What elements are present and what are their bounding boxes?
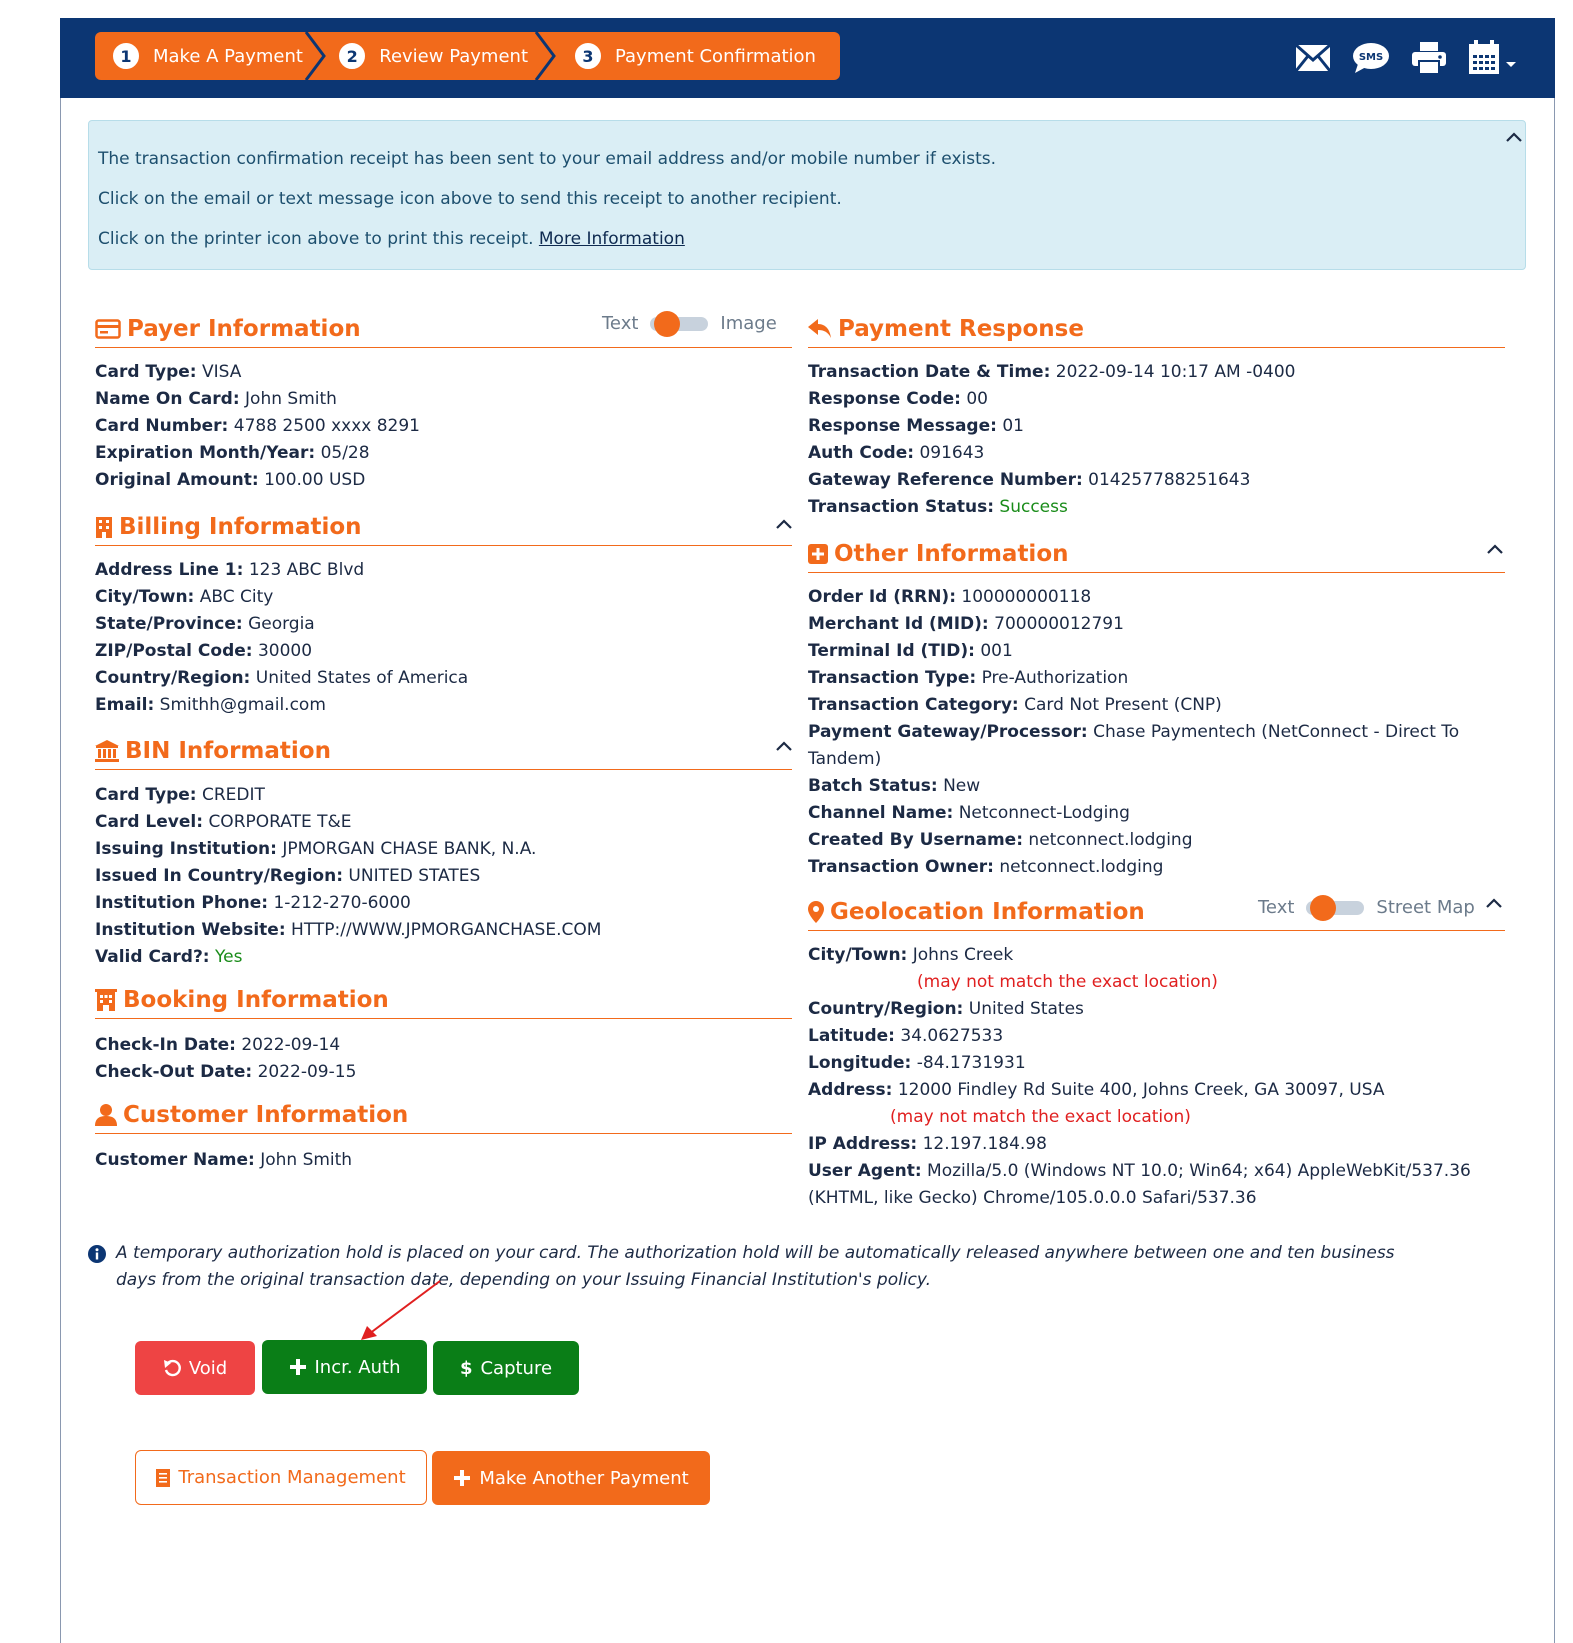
more-information-link[interactable]: More Information — [538, 229, 685, 249]
field-value: New — [943, 776, 981, 796]
button-label: Void — [188, 1357, 228, 1379]
other-row — [808, 667, 1128, 689]
field-value: Netconnect-Lodging — [958, 803, 1130, 823]
field-label: Response Code: — [808, 389, 961, 409]
bin-row — [95, 784, 265, 806]
geo-row — [808, 1025, 1003, 1047]
step-number: 2 — [339, 43, 365, 69]
field-label: Address: — [808, 1080, 893, 1100]
field-value: John Smith — [260, 1150, 353, 1170]
field-value: 4788 2500 xxxx 8291 — [233, 416, 420, 436]
step-payment-confirmation — [557, 32, 840, 80]
section-title: Booking Information — [123, 986, 389, 1013]
field-label: Card Number: — [95, 416, 229, 436]
field-value: 34.0627533 — [900, 1026, 1004, 1046]
response-row — [808, 469, 1250, 491]
email-icon[interactable] — [1291, 36, 1335, 80]
step-separator-icon — [530, 32, 560, 80]
field-value: netconnect.lodging — [999, 857, 1164, 877]
booking-row — [95, 1061, 356, 1083]
field-label: Email: — [95, 695, 155, 715]
other-row — [808, 775, 980, 797]
step-label: Review Payment — [379, 45, 528, 67]
section-title: Billing Information — [119, 513, 362, 540]
field-label: Merchant Id (MID): — [808, 614, 989, 634]
info-line: Click on the printer icon above to print this receipt. — [98, 229, 534, 249]
chevron-up-icon[interactable] — [775, 740, 793, 752]
field-label: Check-In Date: — [95, 1035, 236, 1055]
field-label: ZIP/Postal Code: — [95, 641, 253, 661]
step-label: Payment Confirmation — [614, 45, 816, 67]
billing-row — [95, 640, 312, 662]
field-label: Card Level: — [95, 812, 204, 832]
toggle-switch[interactable] — [1306, 901, 1364, 915]
field-label: Terminal Id (TID): — [808, 641, 975, 661]
field-value: 00 — [966, 389, 988, 409]
field-label: Gateway Reference Number: — [808, 470, 1083, 490]
field-label: Transaction Owner: — [808, 857, 994, 877]
bank-icon — [95, 740, 119, 762]
field-label: Issued In Country/Region: — [95, 866, 343, 886]
field-label: Batch Status: — [808, 776, 938, 796]
field-value: 014257788251643 — [1088, 470, 1251, 490]
toggle-label-street-map: Street Map — [1376, 897, 1475, 918]
field-value: Mozilla/5.0 (Windows NT 10.0; Win64; x64) AppleWebKit/537.36 — [927, 1161, 1471, 1181]
field-label: Auth Code: — [808, 443, 915, 463]
payment-response-header — [808, 310, 1505, 348]
user-icon — [95, 1104, 117, 1126]
section-title: BIN Information — [125, 737, 331, 764]
undo-icon — [163, 1359, 181, 1377]
payer-row — [95, 415, 420, 437]
bin-row — [95, 892, 411, 914]
step-make-payment — [95, 32, 321, 80]
field-label: Expiration Month/Year: — [95, 443, 316, 463]
button-label: Transaction Management — [178, 1467, 406, 1488]
bin-row — [95, 811, 351, 833]
other-row — [808, 829, 1193, 851]
geo-row — [808, 1160, 1471, 1182]
geo-row — [808, 1133, 1047, 1155]
geo-row-continuation: (KHTML, like Gecko) Chrome/105.0.0.0 Safari/537.36 — [808, 1188, 1257, 1208]
field-label: Latitude: — [808, 1026, 895, 1046]
info-circle-icon — [88, 1245, 106, 1263]
field-value: 2022-09-14 10:17 AM -0400 — [1055, 362, 1296, 382]
payer-view-toggle[interactable] — [602, 313, 777, 334]
field-label: Issuing Institution: — [95, 839, 277, 859]
location-warning: (may not match the exact location) — [890, 1107, 1191, 1127]
field-label: Country/Region: — [95, 668, 251, 688]
billing-row — [95, 586, 273, 608]
payer-row — [95, 388, 337, 410]
plus-square-icon — [808, 544, 828, 564]
field-label: State/Province: — [95, 614, 243, 634]
button-label: Capture — [480, 1357, 553, 1379]
bin-row — [95, 919, 601, 941]
section-title: Payment Response — [838, 315, 1084, 342]
field-label: Card Type: — [95, 362, 197, 382]
sms-icon-text: SMS — [1358, 52, 1384, 63]
response-row — [808, 361, 1295, 383]
field-value: CREDIT — [201, 785, 265, 805]
field-value: 12000 Findley Rd Suite 400, Johns Creek, GA 30097, USA — [897, 1080, 1385, 1100]
field-value: Chase Paymentech (NetConnect - Direct To — [1093, 722, 1460, 742]
billing-row — [95, 559, 364, 581]
field-label: IP Address: — [808, 1134, 918, 1154]
booking-information-header — [95, 981, 792, 1019]
map-marker-icon — [808, 901, 824, 923]
field-value: Johns Creek — [912, 945, 1014, 965]
field-label: Card Type: — [95, 785, 197, 805]
field-label: Transaction Type: — [808, 668, 977, 688]
chevron-up-icon[interactable] — [1505, 131, 1523, 143]
field-label: Address Line 1: — [95, 560, 244, 580]
geo-row — [808, 998, 1084, 1020]
toggle-label-text: Text — [602, 313, 639, 334]
field-label: Transaction Date & Time: — [808, 362, 1051, 382]
field-value: netconnect.lodging — [1028, 830, 1193, 850]
response-row — [808, 442, 984, 464]
field-label: Original Amount: — [95, 470, 259, 490]
void-button[interactable] — [135, 1341, 255, 1395]
field-label: Order Id (RRN): — [808, 587, 956, 607]
field-label: Name On Card: — [95, 389, 240, 409]
field-value: VISA — [201, 362, 242, 382]
bin-information-header — [95, 732, 792, 770]
step-review-payment — [321, 32, 557, 80]
response-row — [808, 415, 1024, 437]
response-row — [808, 496, 1068, 518]
field-value: 091643 — [919, 443, 985, 463]
transaction-management-button[interactable] — [135, 1450, 427, 1505]
sms-icon[interactable] — [1349, 36, 1393, 80]
field-value: 01 — [1002, 416, 1024, 436]
step-label: Make A Payment — [153, 45, 303, 67]
credit-card-icon — [95, 319, 121, 339]
toggle-knob — [654, 311, 680, 337]
field-value: 2022-09-15 — [257, 1062, 357, 1082]
transaction-status-value: Success — [999, 497, 1068, 517]
payer-row — [95, 442, 370, 464]
button-label: Make Another Payment — [479, 1467, 689, 1489]
section-title: Other Information — [834, 540, 1069, 567]
toggle-switch[interactable] — [650, 317, 708, 331]
field-value: United States — [968, 999, 1084, 1019]
customer-information-header — [95, 1096, 792, 1134]
field-label: Institution Phone: — [95, 893, 269, 913]
incr-auth-button[interactable] — [262, 1340, 427, 1394]
toggle-label-image: Image — [720, 313, 777, 334]
field-label: Check-Out Date: — [95, 1062, 253, 1082]
field-label: Channel Name: — [808, 803, 954, 823]
field-label: Transaction Category: — [808, 695, 1019, 715]
toggle-label-text: Text — [1258, 897, 1295, 918]
field-value: JPMORGAN CHASE BANK, N.A. — [282, 839, 537, 859]
toolbar-icons — [1291, 36, 1521, 80]
other-row — [808, 721, 1459, 743]
billing-row — [95, 694, 326, 716]
other-row — [808, 802, 1130, 824]
field-label: Created By Username: — [808, 830, 1024, 850]
reply-icon — [808, 319, 832, 339]
field-value: 123 ABC Blvd — [248, 560, 365, 580]
customer-row — [95, 1149, 352, 1171]
field-value: UNITED STATES — [348, 866, 481, 886]
payer-row — [95, 361, 241, 383]
plus-icon — [453, 1469, 471, 1487]
billing-row — [95, 613, 315, 635]
other-row — [808, 856, 1163, 878]
field-value: John Smith — [245, 389, 337, 409]
step-progress — [95, 32, 840, 80]
field-value: HTTP://WWW.JPMORGANCHASE.COM — [291, 920, 602, 940]
chevron-up-icon[interactable] — [775, 518, 793, 530]
field-value: 12.197.184.98 — [922, 1134, 1047, 1154]
dollar-icon: $ — [459, 1357, 473, 1379]
info-line: The transaction confirmation receipt has been sent to your email address and/or mobile number if exists. — [98, 149, 997, 169]
hotel-icon — [95, 989, 117, 1011]
field-value: 05/28 — [320, 443, 370, 463]
make-another-payment-button[interactable] — [432, 1451, 710, 1505]
chevron-up-icon[interactable] — [1486, 543, 1504, 555]
receipt-icon — [156, 1469, 170, 1487]
field-label: Response Message: — [808, 416, 997, 436]
payer-row — [95, 469, 365, 491]
other-information-header — [808, 535, 1505, 573]
geo-row — [808, 1079, 1384, 1101]
field-label: City/Town: — [95, 587, 195, 607]
building-icon — [95, 516, 113, 538]
booking-row — [95, 1034, 340, 1056]
other-row — [808, 586, 1091, 608]
field-value: 30000 — [257, 641, 313, 661]
bin-row — [95, 838, 536, 860]
calendar-icon[interactable] — [1465, 36, 1521, 80]
billing-information-header — [95, 508, 792, 546]
field-label: City/Town: — [808, 945, 908, 965]
geo-row — [808, 1052, 1026, 1074]
field-value: 001 — [980, 641, 1013, 661]
annotation-arrow — [355, 1278, 445, 1342]
field-label: Valid Card?: — [95, 947, 210, 967]
note-line: A temporary authorization hold is placed on your card. The authorization hold will be automatically released anywhere between one and ten business — [116, 1243, 1395, 1263]
info-line: Click on the email or text message icon above to send this receipt to another recipient. — [98, 189, 842, 209]
field-value: 100000000118 — [961, 587, 1092, 607]
other-row — [808, 640, 1013, 662]
section-title: Customer Information — [123, 1101, 409, 1128]
field-label: Customer Name: — [95, 1150, 255, 1170]
field-value: United States of America — [255, 668, 469, 688]
response-row — [808, 388, 988, 410]
geo-row — [808, 944, 1013, 966]
field-value: ABC City — [199, 587, 274, 607]
field-label: Longitude: — [808, 1053, 912, 1073]
field-value: Pre-Authorization — [981, 668, 1129, 688]
location-warning: (may not match the exact location) — [917, 972, 1218, 992]
plus-icon — [289, 1358, 307, 1376]
bin-row — [95, 946, 242, 968]
field-value: Yes — [215, 947, 243, 967]
field-label: Payment Gateway/Processor: — [808, 722, 1088, 742]
billing-row — [95, 667, 468, 689]
field-label: Transaction Status: — [808, 497, 994, 517]
capture-button[interactable] — [433, 1341, 579, 1395]
chevron-up-icon[interactable] — [1485, 897, 1503, 909]
toggle-knob — [1310, 895, 1336, 921]
field-value: 100.00 USD — [264, 470, 366, 490]
field-value: Smithh@gmail.com — [159, 695, 326, 715]
field-value: 700000012791 — [994, 614, 1124, 634]
step-number: 1 — [113, 43, 139, 69]
other-row — [808, 694, 1222, 716]
step-separator-icon — [300, 32, 330, 80]
button-label: Incr. Auth — [314, 1356, 401, 1378]
field-value: Georgia — [248, 614, 315, 634]
field-label: Country/Region: — [808, 999, 964, 1019]
other-row — [808, 613, 1124, 635]
bin-row — [95, 865, 480, 887]
printer-icon[interactable] — [1407, 36, 1451, 80]
field-value: -84.1731931 — [916, 1053, 1026, 1073]
field-value: 1-212-270-6000 — [273, 893, 411, 913]
step-number: 3 — [575, 43, 601, 69]
note-line: days from the original transaction date, depending on your Issuing Financial Institution's policy. — [116, 1270, 932, 1290]
field-label: User Agent: — [808, 1161, 922, 1181]
geo-view-toggle[interactable] — [1258, 897, 1475, 918]
field-value: Card Not Present (CNP) — [1024, 695, 1222, 715]
section-title: Geolocation Information — [830, 898, 1145, 925]
field-value: 2022-09-14 — [241, 1035, 341, 1055]
field-label: Institution Website: — [95, 920, 286, 940]
field-value: CORPORATE T&E — [208, 812, 352, 832]
section-title: Payer Information — [127, 315, 361, 342]
confirmation-info-alert — [88, 120, 1526, 270]
other-row-continuation: Tandem) — [808, 749, 882, 769]
